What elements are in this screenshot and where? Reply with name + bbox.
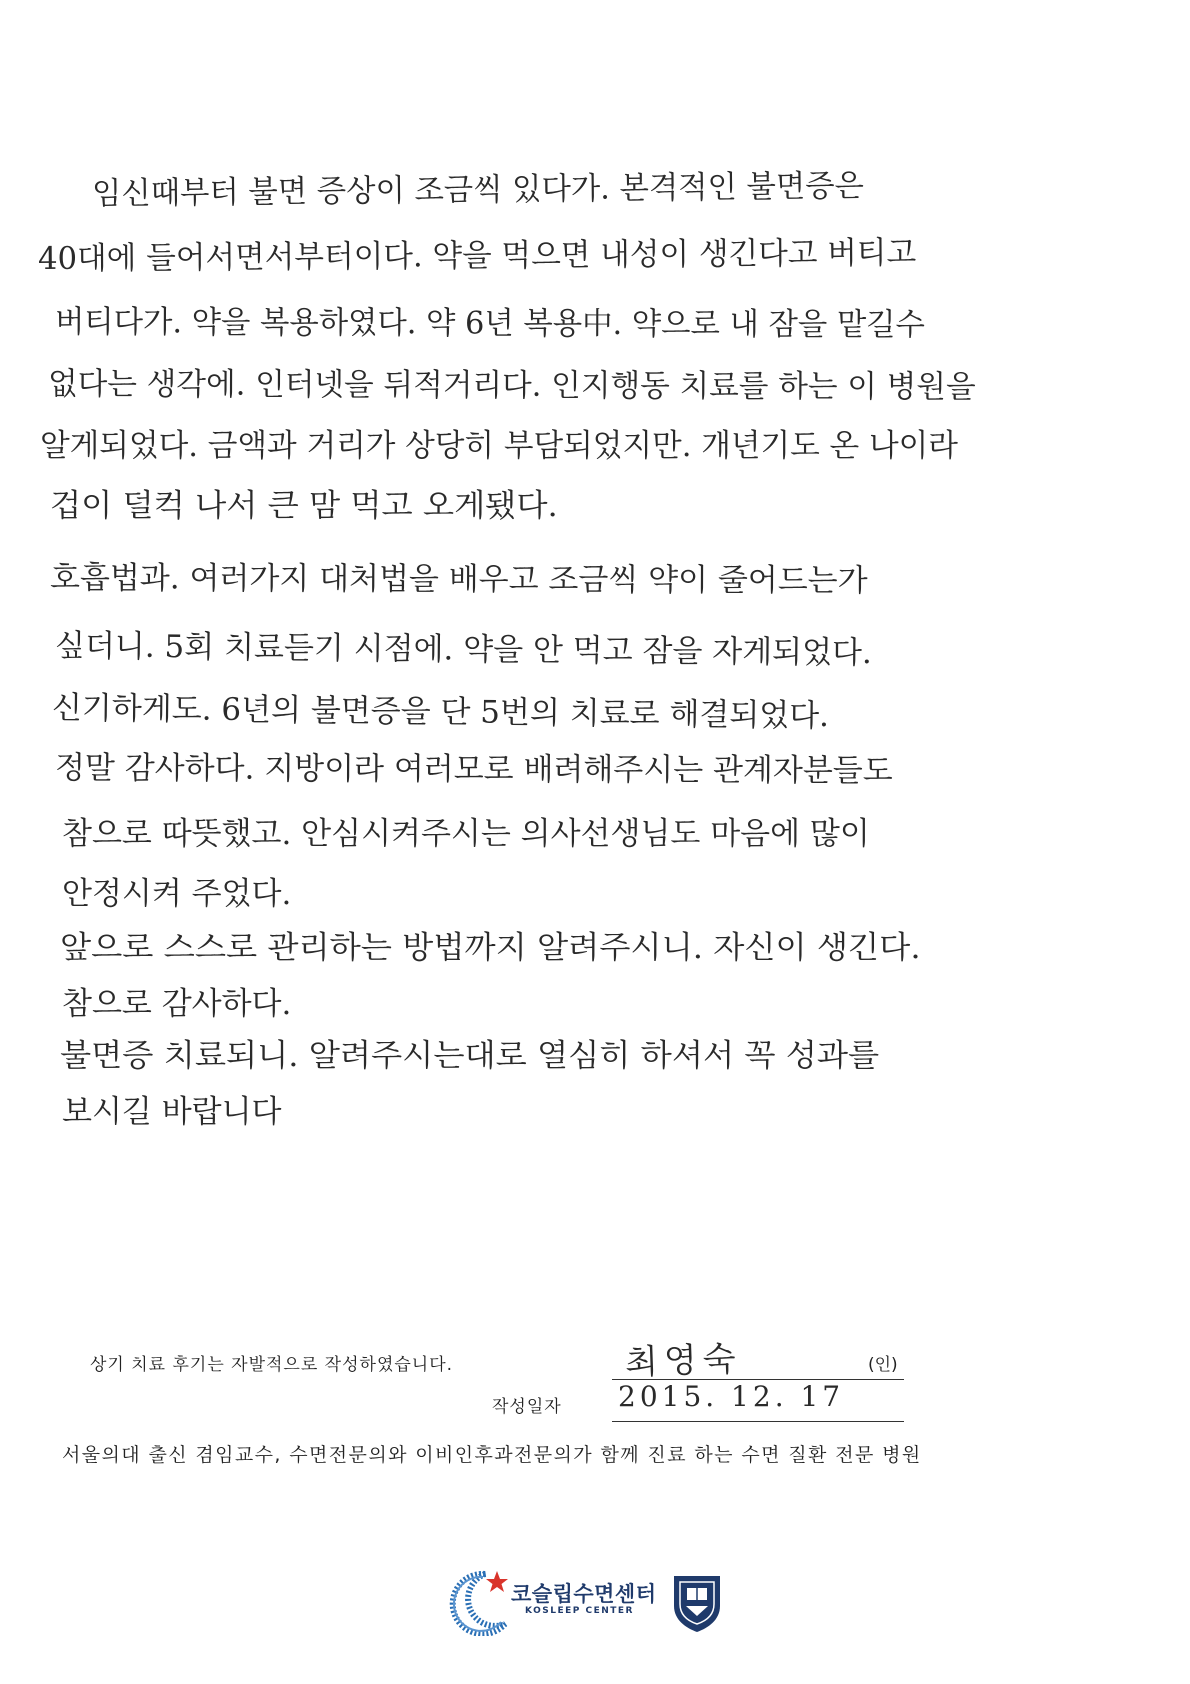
star-icon	[485, 1570, 509, 1594]
date-value: 2015. 12. 17	[618, 1380, 845, 1413]
review-line: 40대에 들어서면서부터이다. 약을 먹으면 내성이 생긴다고 버티고	[37, 234, 917, 277]
review-line: 겁이 덜컥 나서 큰 맘 먹고 오게됐다.	[50, 488, 558, 524]
review-line: 정말 감사하다. 지방이라 여러모로 배려해주시는 관계자분들도	[54, 750, 893, 789]
review-line: 호흡법과. 여러가지 대처법을 배우고 조금씩 약이 줄어드는가	[49, 560, 868, 599]
review-line: 버티다가. 약을 복용하였다. 약 6년 복용中. 약으로 내 잠을 맡길수	[54, 304, 925, 344]
review-line: 싶더니. 5회 치료듣기 시점에. 약을 안 먹고 잠을 자게되었다.	[54, 628, 872, 672]
voluntary-statement: 상기 치료 후기는 자발적으로 작성하였습니다.	[90, 1355, 454, 1375]
review-line: 없다는 생각에. 인터넷을 뒤적거리다. 인지행동 치료를 하는 이 병원을	[47, 366, 976, 406]
review-line: 알게되었다. 금액과 거리가 상당히 부담되었지만. 개년기도 온 나이라	[40, 428, 958, 464]
review-line: 보시길 바랍니다	[62, 1094, 282, 1130]
review-line: 앞으로 스스로 관리하는 방법까지 알려주시니. 자신이 생긴다.	[60, 930, 921, 966]
date-label: 작성일자	[492, 1397, 562, 1417]
review-line: 참으로 따뜻했고. 안심시켜주시는 의사선생님도 마음에 많이	[62, 816, 870, 852]
seal-mark: (인)	[868, 1355, 898, 1375]
review-line: 신기하게도. 6년의 불면증을 단 5번의 치료로 해결되었다.	[51, 690, 830, 735]
university-emblem-icon	[670, 1570, 724, 1634]
hospital-tagline: 서울의대 출신 겸임교수, 수면전문의와 이비인후과전문의가 함께 진료 하는 수면 질환 전문 병원	[62, 1444, 922, 1466]
signature: 최영숙	[624, 1338, 743, 1384]
review-line: 참으로 감사하다.	[62, 986, 292, 1022]
review-line: 임신때부터 불면 증상이 조금씩 있다가. 본격적인 불면증은	[91, 167, 865, 212]
review-line: 불면증 치료되니. 알려주시는대로 열심히 하셔서 꼭 성과를	[60, 1038, 880, 1074]
logo-name-en: KOSLEEP CENTER	[525, 1606, 634, 1616]
review-line: 안정시켜 주었다.	[62, 876, 292, 912]
logo-name-ko: 코슬립수면센터	[511, 1582, 657, 1606]
